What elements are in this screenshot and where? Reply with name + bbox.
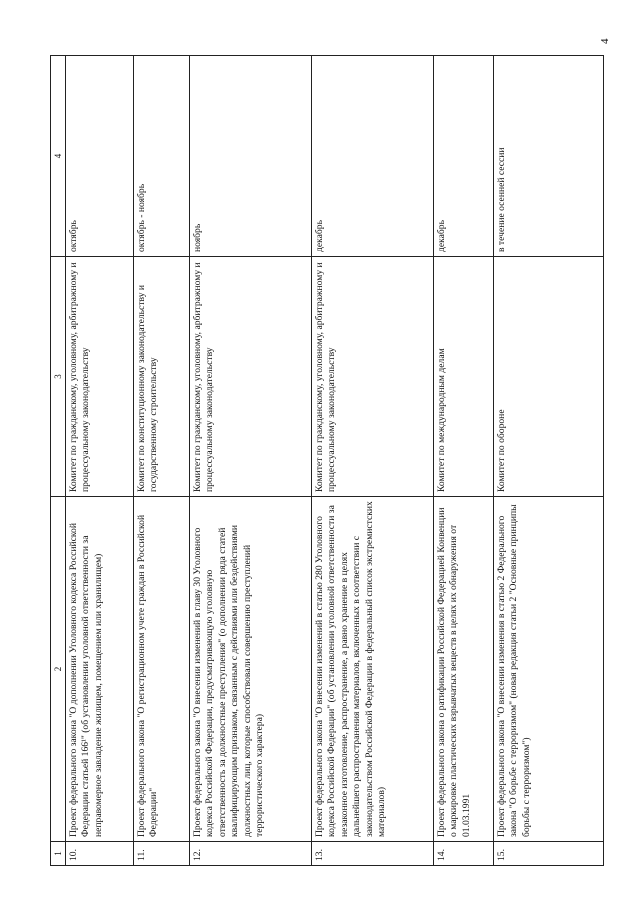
row-number: 15. [494,842,604,866]
bill-title: Проект федерального закона "О внесении изменений в статью 280 Уголовного кодекса Российской Федерации" (об установлении уголовной ответственности за незаконное изготовление, распространение, а равно хранение в целях дальнейшего распространения материалов, включенных в соответствии с законодательством Российской Федерации в федеральный список экстремистских материалов) [312,497,434,842]
table-row [190,56,312,866]
table-row [494,56,604,866]
row-number: 11. [134,842,190,866]
deadline: декабрь [434,56,494,257]
committee: Комитет по международным делам [434,257,494,497]
deadline: октябрь - ноябрь [134,56,190,257]
table-row [134,56,190,866]
committee: Комитет по гражданскому, уголовному, арбитражному и процессуальному законодательству [66,257,134,497]
committee: Комитет по обороне [494,257,604,497]
deadline: октябрь [66,56,134,257]
header-col-3: 3 [51,257,66,497]
row-number: 14. [434,842,494,866]
rotated-table-wrapper [50,56,602,866]
header-col-2: 2 [51,497,66,842]
deadline: ноябрь [190,56,312,257]
table-row [66,56,134,866]
committee: Комитет по гражданскому, уголовному, арбитражному и процессуальному законодательству [190,257,312,497]
bill-title: Проект федерального закона о ратификации Российской Федерацией Конвенции о маркировке пластических взрывчатых веществ в целях их обнаружения от 01.03.1991 [434,497,494,842]
bill-title: Проект федерального закона "О регистрационном учете граждан в Российской Федерации" [134,497,190,842]
header-col-4: 4 [51,56,66,257]
deadline: в течение осенней сессии [494,56,604,257]
row-number: 12. [190,842,312,866]
table-row [434,56,494,866]
row-number: 10. [66,842,134,866]
header-col-1: 1 [51,842,66,866]
committee: Комитет по конституционному законодательству и государственному строительству [134,257,190,497]
row-number: 13. [312,842,434,866]
committee: Комитет по гражданскому, уголовному, арбитражному и процессуальному законодательству [312,257,434,497]
bill-title: Проект федерального закона "О внесении изменений в главу 30 Уголовного кодекса Российской Федерации, предусматривающую уголовную ответственность за должностные преступления" (о дополнении ряда статей квалифицирующим признаком, связанным с действиями или бездействиями должностных лиц, которые способствовали совершению преступлений террористического характера) [190,497,312,842]
bill-title: Проект федерального закона "О внесении изменения в статью 2 Федерального закона "О борьбе с терроризмом" (новая редакция статьи 2 "Основные принципы борьбы с терроризмом") [494,497,604,842]
deadline: декабрь [312,56,434,257]
bill-title: Проект федерального закона "О дополнении Уголовного кодекса Российской Федерации статьей 166¹" (об установлении уголовной ответственности за неправомерное завладение жилищем, помещением или хранилищем) [66,497,134,842]
legislation-plan-table [50,55,604,866]
table-header-row [51,56,66,866]
table-row [312,56,434,866]
page-number: 4 [599,38,611,44]
